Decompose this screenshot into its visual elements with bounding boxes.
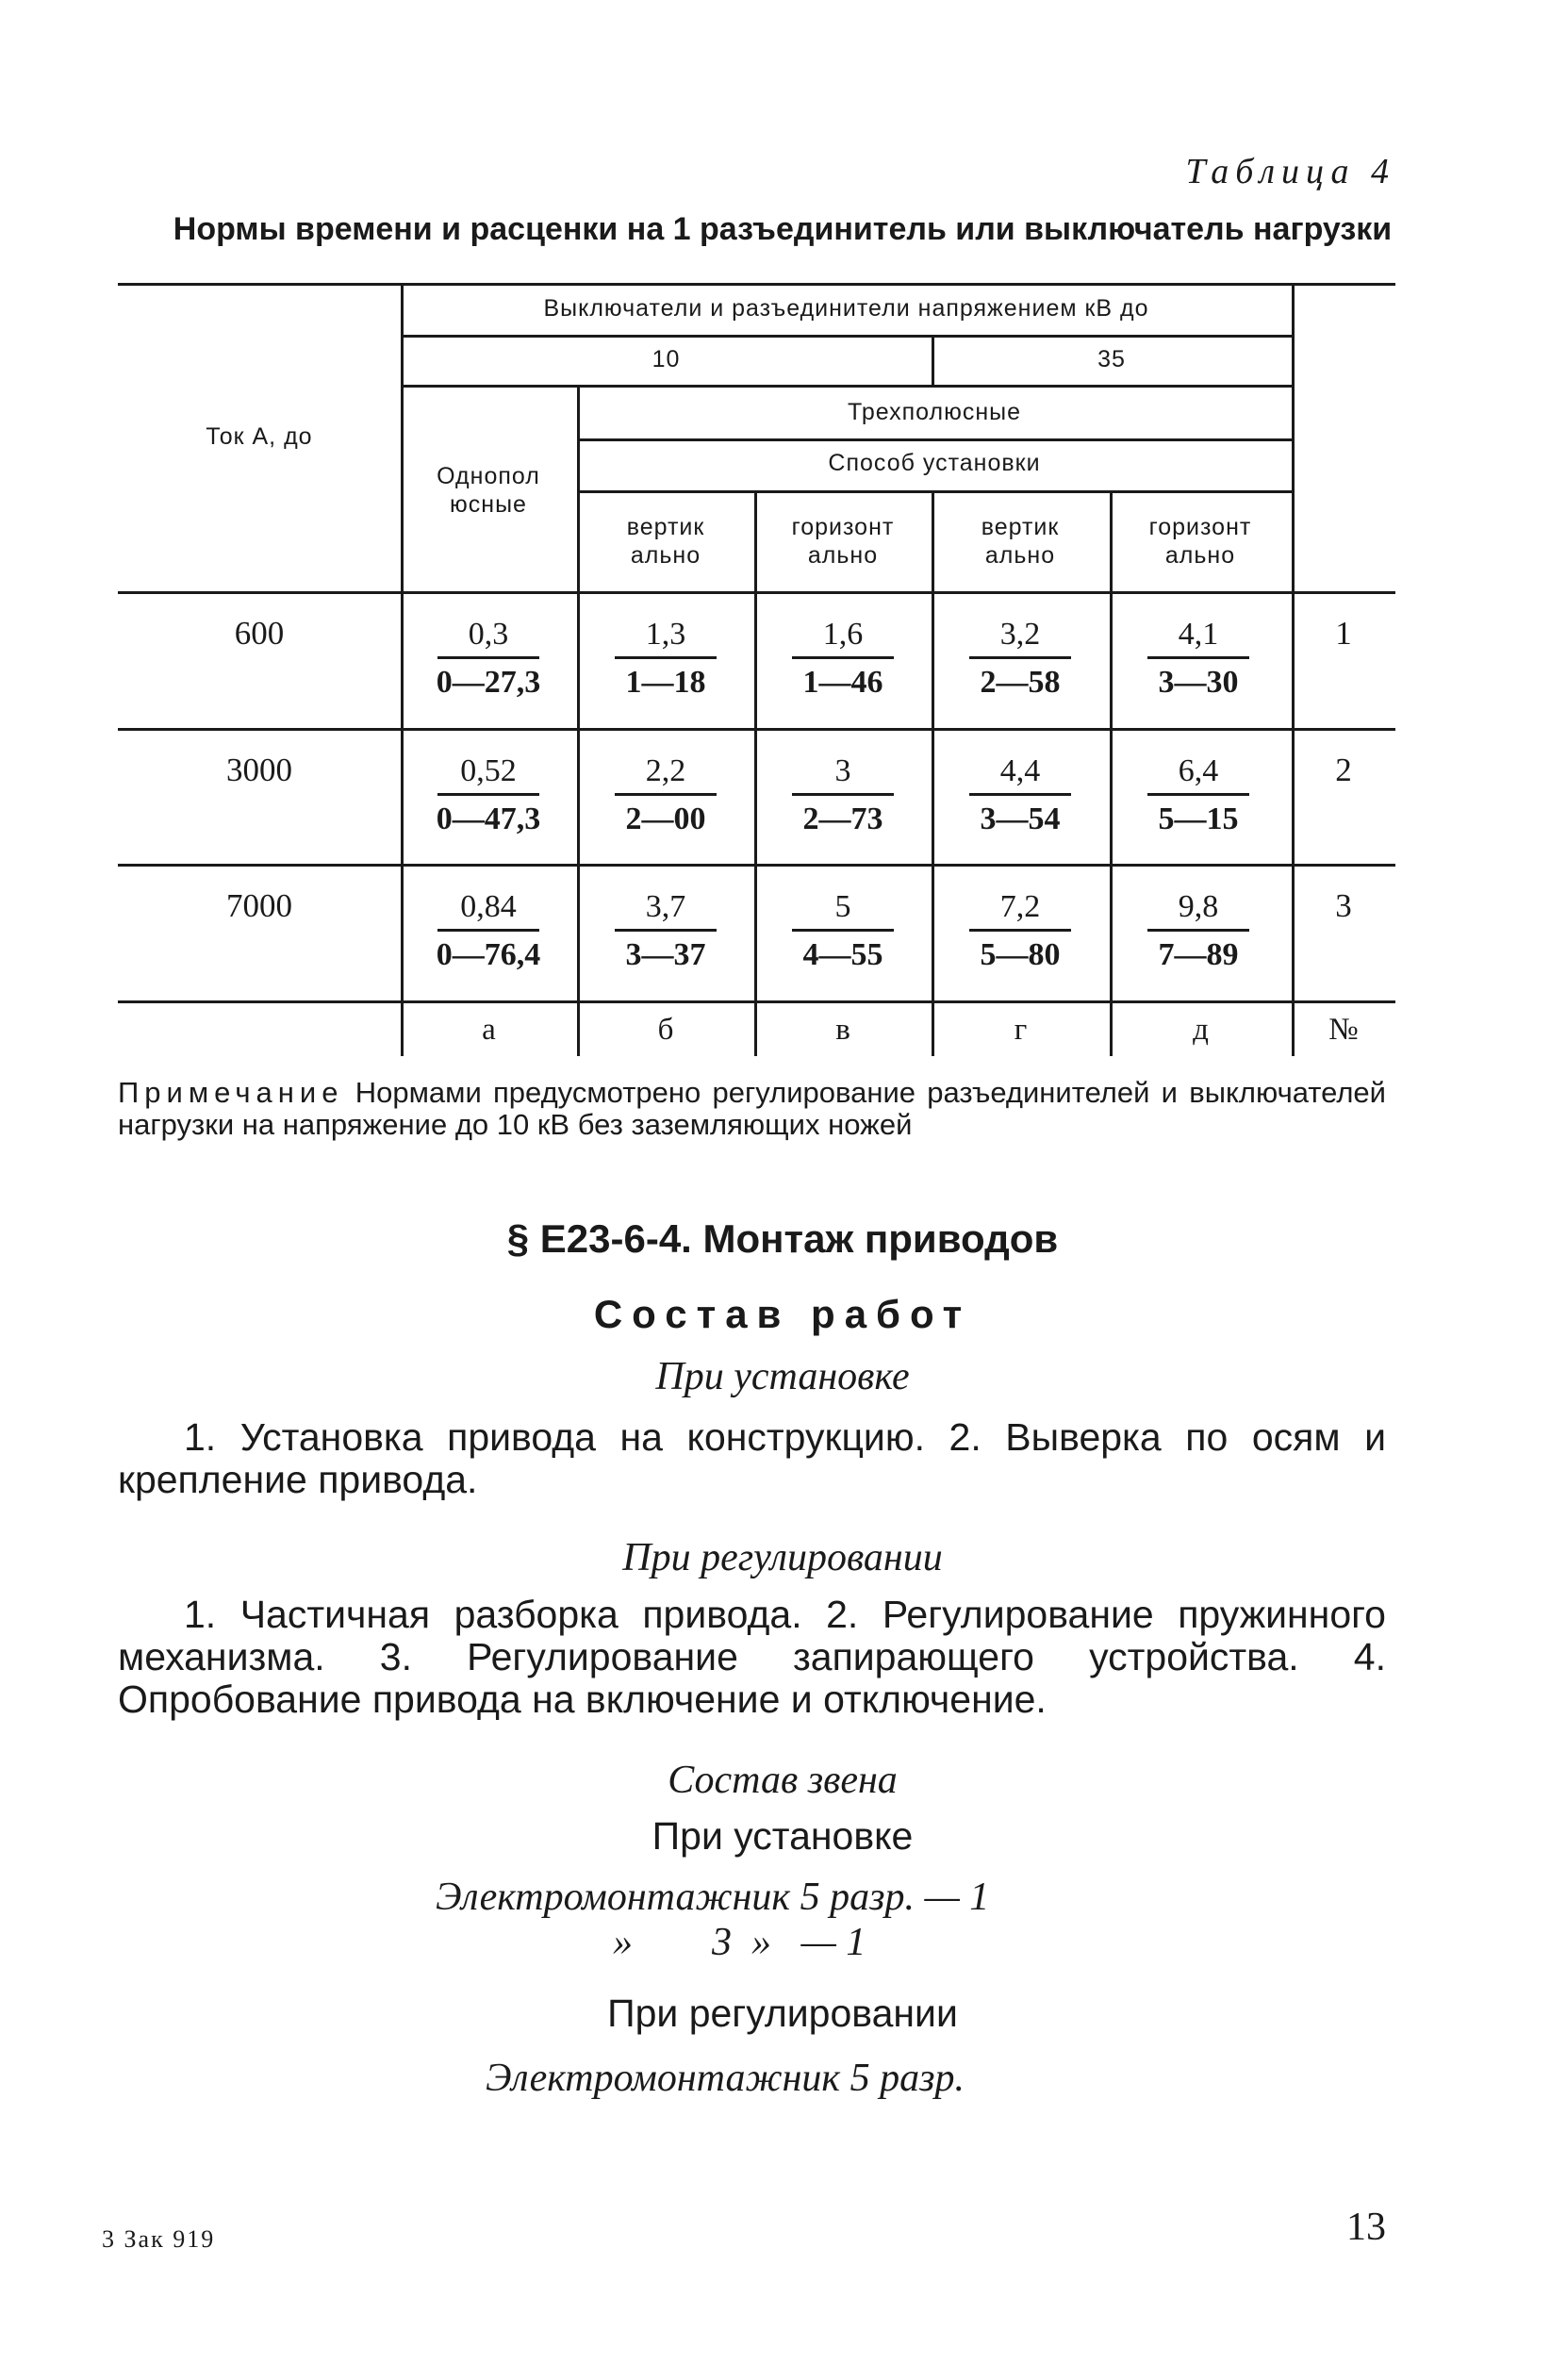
price-value: 1—46 (802, 665, 883, 700)
table-note (118, 1077, 1386, 1141)
table-cell (755, 615, 931, 702)
norm-value: 0,52 (460, 753, 517, 788)
price-value: 0—47,3 (436, 802, 541, 836)
install-heading: При установке (655, 1355, 910, 1398)
crew-install-heading: При установке (652, 1814, 914, 1858)
norm-value: 2,2 (645, 753, 686, 788)
crew-heading: Состав звена (668, 1759, 898, 1802)
column-key: г (1014, 1013, 1028, 1047)
header-horizontal-35: горизонтально (1148, 514, 1252, 569)
table-cell (401, 615, 576, 702)
header-10kv: 10 (652, 346, 681, 372)
column-key-number: № (1328, 1013, 1359, 1047)
header-35kv: 35 (1097, 346, 1126, 372)
price-value: 5—80 (980, 937, 1061, 972)
column-key: а (482, 1013, 496, 1047)
adjust-paragraph (118, 1594, 1386, 1721)
table-cell (932, 887, 1108, 975)
norm-value: 3,2 (999, 617, 1041, 652)
note-text: Нормами предусмотрено регулирование разъединителей и выключателей нагрузки на напряжение до 10 кВ без заземляющих ножей (118, 1076, 1386, 1141)
install-text: 1. Установка привода на конструкцию. 2. Выверка по осям и крепление привода. (118, 1415, 1386, 1501)
price-value: 4—55 (802, 937, 883, 972)
table-cell (1111, 752, 1286, 839)
table-cell (578, 887, 753, 975)
note-heading: Примечание (118, 1076, 344, 1109)
column-key: д (1193, 1013, 1209, 1047)
norm-value: 6,4 (1178, 753, 1219, 788)
column-key: в (835, 1013, 850, 1047)
header-rule-2 (401, 385, 1292, 388)
table-cell (932, 615, 1108, 702)
composition-heading: Состав работ (593, 1292, 972, 1336)
table-number: Таблица 4 (1185, 152, 1395, 191)
section-title: § Е23-6-4. Монтаж приводов (506, 1216, 1059, 1261)
install-paragraph (118, 1416, 1386, 1501)
header-horizontal-10: горизонтально (791, 514, 895, 569)
price-value: 2—58 (980, 665, 1061, 700)
norm-value: 1,3 (645, 617, 686, 652)
header-vertical-10: вертикально (626, 514, 705, 569)
table-cell (401, 887, 576, 975)
table-title: Нормы времени и расценки на 1 разъединитель или выключатель нагрузки (173, 211, 1393, 247)
table-cell (578, 752, 753, 839)
row-number: 1 (1335, 615, 1352, 652)
print-order-mark: 3 Зак 919 (102, 2225, 216, 2253)
header-vertical-35: вертикально (981, 514, 1060, 569)
norm-value: 0,3 (468, 617, 509, 652)
table-cell (932, 752, 1108, 839)
row-current: 3000 (226, 752, 292, 788)
row-current: 600 (234, 615, 285, 652)
norm-value: 4,1 (1178, 617, 1219, 652)
row-current: 7000 (226, 887, 292, 924)
crew-install-line: Электромонтажник 5 разр. — 1 (436, 1876, 990, 1919)
table-cell (1111, 887, 1286, 975)
price-value: 3—30 (1158, 665, 1239, 700)
norm-value: 4,4 (999, 753, 1041, 788)
crew-adjust-line: Электромонтажник 5 разр. (486, 2057, 965, 2100)
table-cell (755, 752, 931, 839)
norm-value: 1,6 (822, 617, 864, 652)
price-value: 2—00 (625, 802, 706, 836)
price-value: 5—15 (1158, 802, 1239, 836)
crew-install-line: » 3 » — 1 (613, 1921, 866, 1964)
price-value: 1—18 (625, 665, 706, 700)
col-divider-no (1292, 283, 1295, 1056)
table-cell (578, 615, 753, 702)
price-value: 0—27,3 (436, 665, 541, 700)
header-single-pole: Однополюсные (437, 463, 540, 518)
norm-value: 3 (834, 753, 851, 788)
page-number: 13 (1346, 2206, 1386, 2249)
header-current: Ток А, до (206, 423, 313, 450)
header-rule-4 (577, 490, 1292, 493)
price-value: 0—76,4 (436, 937, 541, 972)
norm-value: 9,8 (1178, 889, 1219, 924)
price-value: 7—89 (1158, 937, 1239, 972)
price-value: 2—73 (802, 802, 883, 836)
header-rule-1 (401, 335, 1292, 338)
norm-value: 7,2 (999, 889, 1041, 924)
header-rule-3 (577, 438, 1292, 441)
price-value: 3—54 (980, 802, 1061, 836)
row-number: 3 (1335, 887, 1352, 924)
adjust-heading: При регулировании (622, 1536, 943, 1579)
header-three-pole: Трехполюсные (847, 399, 1022, 425)
norm-value: 0,84 (460, 889, 517, 924)
header-voltage-group: Выключатели и разъединители напряжением кВ до (543, 295, 1149, 322)
table-top-rule (118, 283, 1395, 286)
adjust-text: 1. Частичная разборка привода. 2. Регулирование пружинного механизма. 3. Регулирование запирающего устройства. 4. Опробование привода на включение и отключение. (118, 1593, 1386, 1721)
norm-value: 5 (834, 889, 851, 924)
header-install-method: Способ установки (828, 450, 1041, 476)
row-number: 2 (1335, 752, 1352, 788)
table-cell (1111, 615, 1286, 702)
table-cell (401, 752, 576, 839)
column-key: б (657, 1013, 674, 1047)
table-cell (755, 887, 931, 975)
crew-adjust-heading: При регулировании (607, 1992, 958, 2035)
price-value: 3—37 (625, 937, 706, 972)
norm-value: 3,7 (645, 889, 686, 924)
